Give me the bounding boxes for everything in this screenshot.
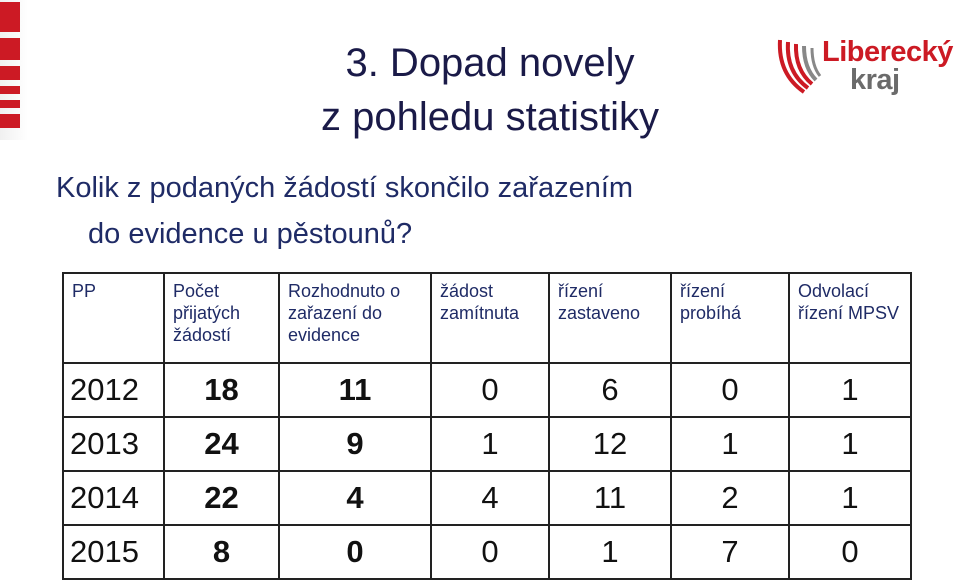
cell-ongoing: 7 xyxy=(671,525,789,579)
cell-rejected: 4 xyxy=(431,471,549,525)
table-row xyxy=(63,363,911,417)
cell-year: 2012 xyxy=(63,363,164,417)
header-stopped: řízení zastaveno xyxy=(549,273,671,363)
cell-ongoing: 0 xyxy=(671,363,789,417)
decor-bar xyxy=(0,2,20,32)
header-decided: Rozhodnuto o zařazení do evidence xyxy=(279,273,431,363)
table-row xyxy=(63,471,911,525)
logo-swoosh-icon xyxy=(774,34,824,100)
cell-rejected: 0 xyxy=(431,525,549,579)
cell-received: 22 xyxy=(164,471,279,525)
decor-bar xyxy=(0,86,20,94)
table-row xyxy=(63,525,911,579)
cell-stopped: 12 xyxy=(549,417,671,471)
cell-decided: 4 xyxy=(279,471,431,525)
cell-stopped: 6 xyxy=(549,363,671,417)
cell-stopped: 1 xyxy=(549,525,671,579)
table-header-row xyxy=(63,273,911,363)
question-line1: Kolik z podaných žádostí skončilo zařazením xyxy=(56,172,634,204)
cell-ongoing: 2 xyxy=(671,471,789,525)
cell-received: 8 xyxy=(164,525,279,579)
cell-stopped: 11 xyxy=(549,471,671,525)
statistics-table xyxy=(62,272,912,580)
cell-year: 2013 xyxy=(63,417,164,471)
cell-year: 2015 xyxy=(63,525,164,579)
cell-appeal: 1 xyxy=(789,471,911,525)
header-rejected: žádost zamítnuta xyxy=(431,273,549,363)
header-received: Počet přijatých žádostí xyxy=(164,273,279,363)
cell-rejected: 0 xyxy=(431,363,549,417)
header-ongoing: řízení probíhá xyxy=(671,273,789,363)
cell-appeal: 1 xyxy=(789,363,911,417)
cell-received: 24 xyxy=(164,417,279,471)
cell-year: 2014 xyxy=(63,471,164,525)
cell-received: 18 xyxy=(164,363,279,417)
header-appeal: Odvolací řízení MPSV xyxy=(789,273,911,363)
cell-decided: 9 xyxy=(279,417,431,471)
slide-title-line1: 3. Dopad novely xyxy=(345,41,635,85)
decor-bar xyxy=(0,66,20,80)
cell-rejected: 1 xyxy=(431,417,549,471)
cell-ongoing: 1 xyxy=(671,417,789,471)
decor-bar xyxy=(0,100,20,108)
cell-appeal: 0 xyxy=(789,525,911,579)
cell-decided: 0 xyxy=(279,525,431,579)
cell-decided: 11 xyxy=(279,363,431,417)
question-line2: do evidence u pěstounů? xyxy=(88,218,413,250)
liberecky-kraj-logo xyxy=(774,34,954,100)
logo-text-line2: kraj xyxy=(850,64,900,96)
cell-appeal: 1 xyxy=(789,417,911,471)
logo-text-line1: Liberecký xyxy=(822,36,953,68)
decor-bar xyxy=(0,114,20,128)
slide-title-line2: z pohledu statistiky xyxy=(321,95,659,139)
decor-bar xyxy=(0,38,20,60)
table-row xyxy=(63,417,911,471)
header-pp: PP xyxy=(63,273,164,363)
